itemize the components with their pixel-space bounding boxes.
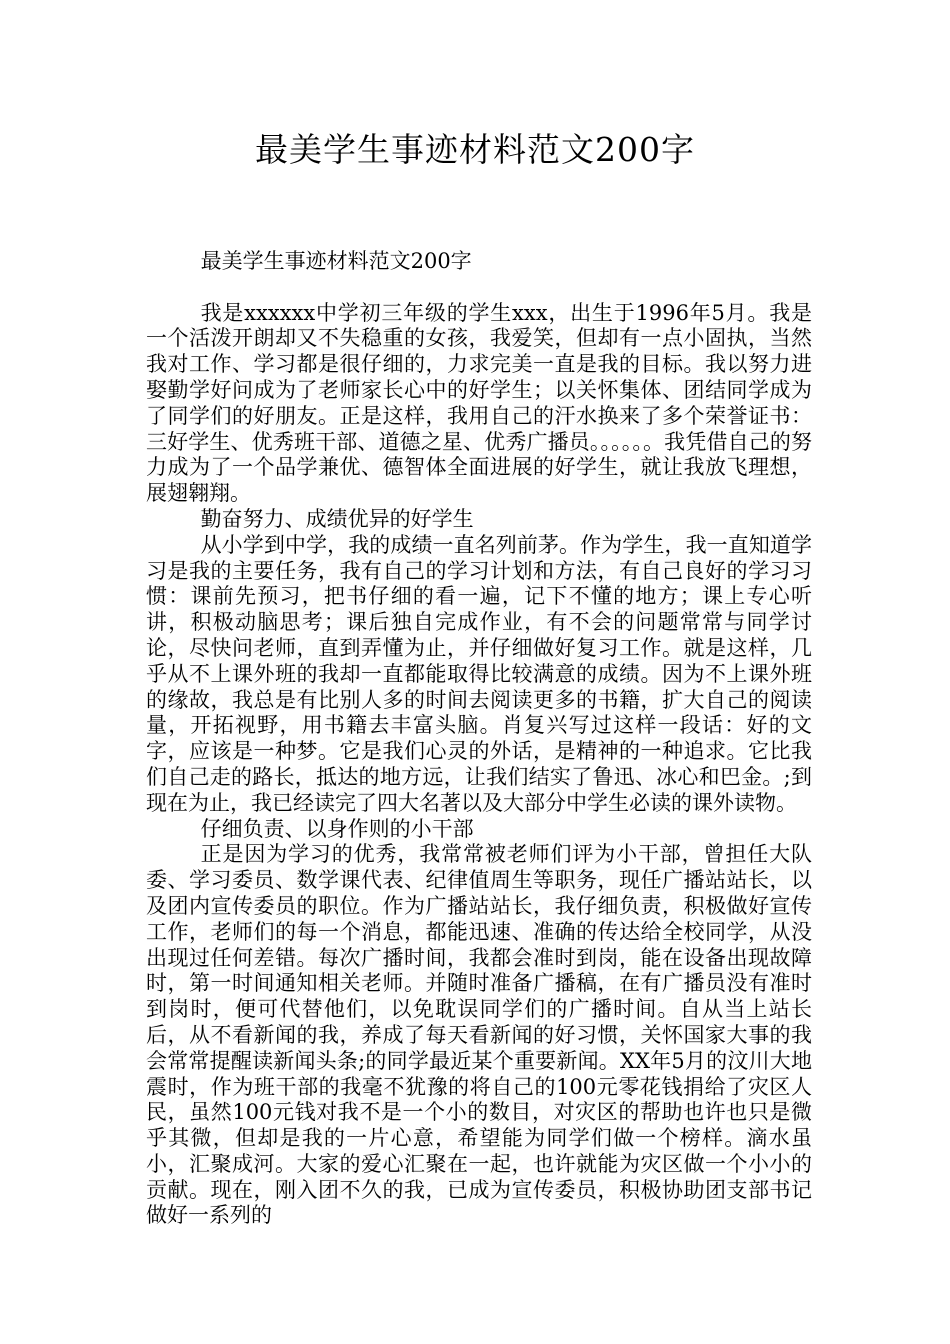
document-body [146,249,812,1229]
document-subtitle: 最美学生事迹材料范文200字 [200,249,472,273]
document-title: 最美学生事迹材料范文200字 [255,130,695,169]
paragraph-cadre: 正是因为学习的优秀，我常常被老师们评为小干部，曾担任大队委、学习委员、数学课代表、纪律值周生等职务，现任广播站站长，以及团内宣传委员的职位。作为广播站站长，我仔细负责，积极做好宣传工作，老师们的每一个消息，都能迅速、准确的传达给全校同学，从没出现过任何差错。每次广播时间，我都会准时到岗，能在设备出现故障时，第一时间通知相关老师。并随时准备广播稿，在有广播员没有准时到岗时，便可代替他们，以免耽误同学们的广播时间。自从当上站长后，从不看新闻的我，养成了每天看新闻的好习惯，关怀国家大事的我会常常提醒读新闻头条;的同学最近某个重要新闻。XX年5月的汶川大地震时，作为班干部的我毫不犹豫的将自己的100元零花钱捐给了灾区人民，虽然100元钱对我不是一个小的数目，对灾区的帮助也许也只是微乎其微，但却是我的一片心意，希望能为同学们做一个榜样。滴水虽小，汇聚成河。大家的爱心汇聚在一起，也许就能为灾区做一个小小的贡献。现在，刚入团不久的我，已成为宣传委员，积极协助团支部书记做好一系列的 [146,842,812,1228]
section-heading-study: 勤奋努力、成绩优异的好学生 [200,506,474,531]
section-heading-cadre: 仔细负责、以身作则的小干部 [200,816,474,841]
paragraph-intro: 我是xxxxxx中学初三年级的学生xxx，出生于1996年5月。我是一个活泼开朗却又不失稳重的女孩，我爱笑，但却有一点小固执，当然我对工作、学习都是很仔细的，力求完美一直是我的目标。我以努力进娶勤学好问成为了老师家长心中的好学生；以关怀集体、团结同学成为了同学们的好朋友。正是这样，我用自己的汗水换来了多个荣誉证书：三好学生、优秀班干部、道德之星、优秀广播员。。。。。。我凭借自己的努力成为了一个品学兼优、德智体全面进展的好学生，就让我放飞理想，展翅翱翔。 [146,300,812,506]
paragraph-study: 从小学到中学，我的成绩一直名列前茅。作为学生，我一直知道学习是我的主要任务，我有自己的学习计划和方法，有自己良好的学习习惯：课前先预习，把书仔细的看一遍，记下不懂的地方；课上专心听讲，积极动脑思考；课后独自完成作业，有不会的问题常常与同学讨论，尽快问老师，直到弄懂为止，并仔细做好复习工作。就是这样，几乎从不上课外班的我却一直都能取得比较满意的成绩。因为不上课外班的缘故，我总是有比别人多的时间去阅读更多的书籍，扩大自己的阅读量，开拓视野，用书籍去丰富头脑。肖复兴写过这样一段话：好的文字，应该是一种梦。它是我们心灵的外话，是精神的一种追求。它比我们自己走的路长，抵达的地方远，让我们结实了鲁迅、冰心和巴金。;到现在为止，我已经读完了四大名著以及大部分中学生必读的课外读物。 [146,532,812,815]
